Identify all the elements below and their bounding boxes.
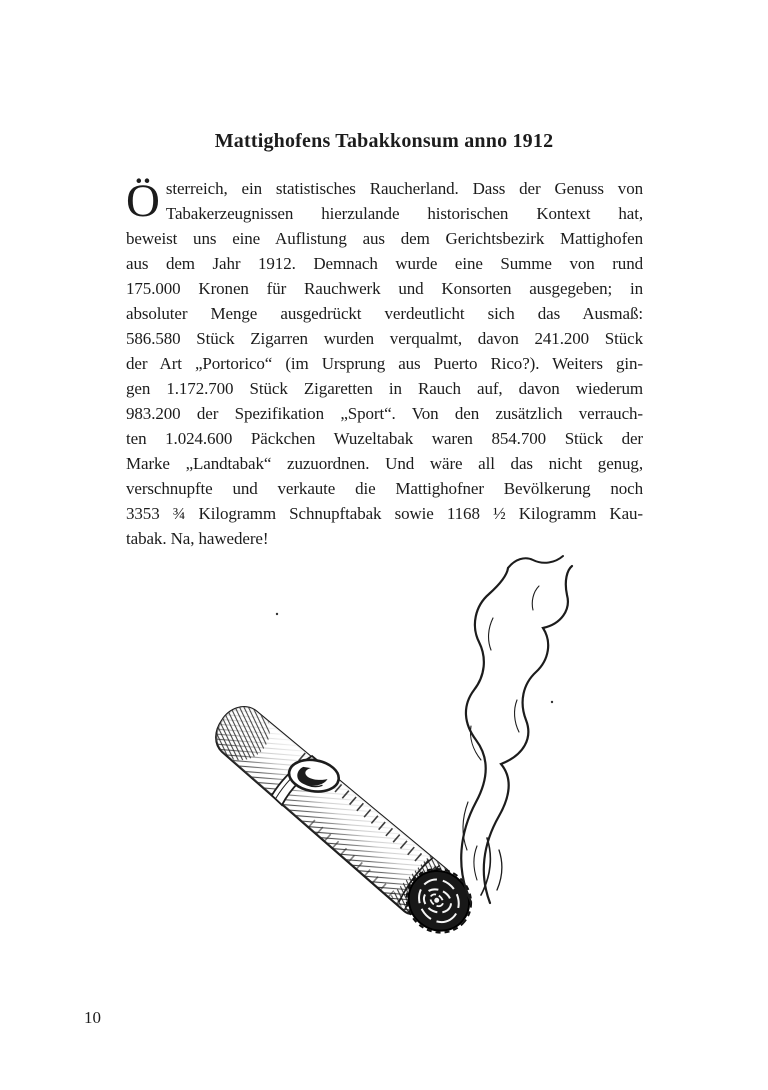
text-line: 586.580 Stück Zigarren wurden verqualmt, davon 241.200 Stück [126,329,643,348]
text-line: der Art „Portorico“ (im Ursprung aus Puerto Rico?). Weiters gin- [126,354,643,373]
body-paragraph [126,176,643,551]
text-line: Marke „Landtabak“ zuzuordnen. Und wäre all das nicht genug, [126,454,643,473]
text-line: ten 1.024.600 Päckchen Wuzeltabak waren 854.700 Stück der [126,429,643,448]
text-line: Tabakerzeugnissen hierzulande historischen Kontext hat, [165,204,643,223]
text-line: gen 1.172.700 Stück Zigaretten in Rauch auf, davon wiederum [126,379,643,398]
text-line: aus dem Jahr 1912. Demnach wurde eine Summe von rund [126,254,643,273]
drop-cap: Ö [126,175,160,227]
ink-dot [276,613,278,615]
smoke-plume [461,556,572,903]
ink-dot [551,701,553,703]
smoking-cigar-icon [181,550,581,960]
text-line: 175.000 Kronen für Rauchwerk und Konsorten ausgegeben; in [126,279,643,298]
page-number: 10 [84,1008,101,1027]
text-line: 983.200 der Spezifikation „Sport“. Von den zusätzlich verrauch- [126,404,643,423]
chapter-title: Mattighofens Tabakkonsum anno 1912 [214,130,554,152]
text-line: 3353 ¾ Kilogramm Schnupftabak sowie 1168 ½ Kilogramm Kau- [126,504,643,523]
smoke-wisp [497,850,502,890]
text-line: tabak. Na, hawedere! [126,529,269,548]
text-line: absoluter Menge ausgedrückt verdeutlicht sich das Ausmaß: [126,304,643,323]
text-line-content: sterreich, ein statistisches Raucherland. Dass der Genuss von [165,179,643,198]
text-line: beweist uns eine Auflistung aus dem Gerichtsbezirk Mattighofen [126,229,643,248]
cigar-body [194,682,492,946]
cigar-illustration [181,550,581,960]
text-line: verschnupfte und verkaute die Mattighofner Bevölkerung noch [126,479,643,498]
